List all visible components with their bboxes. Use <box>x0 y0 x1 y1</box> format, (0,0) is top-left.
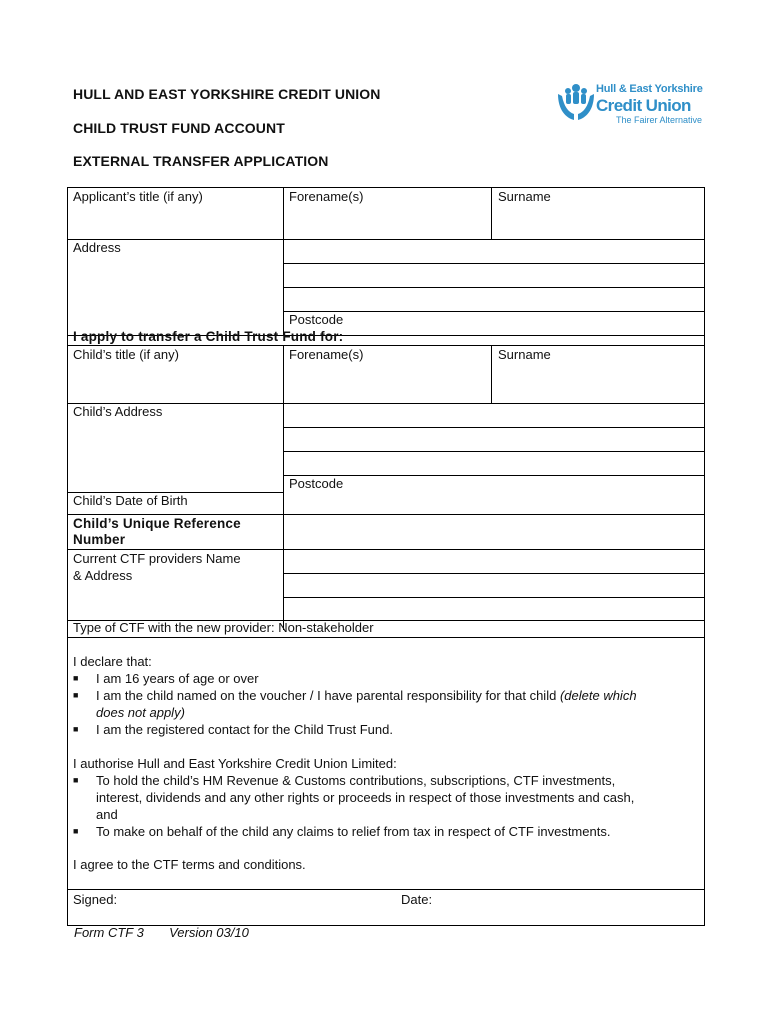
child-address-line2[interactable] <box>284 428 704 451</box>
logo-tagline: The Fairer Alternative <box>616 115 703 125</box>
declaration-intro: I declare that: <box>73 654 152 669</box>
applicant-forename-field[interactable] <box>283 205 491 239</box>
child-surname-field[interactable] <box>491 363 704 403</box>
child-address-line3[interactable] <box>284 452 704 475</box>
applicant-postcode-field[interactable] <box>357 312 704 335</box>
applicant-postcode-label: Postcode <box>289 312 344 327</box>
authorisation-item-2: To make on behalf of the child any claims to relief from tax in respect of CTF investments. <box>96 824 611 839</box>
declaration-item-2-note-2: does not apply) <box>96 705 185 720</box>
form-footer <box>74 925 249 940</box>
provider-label-2: & Address <box>73 568 133 583</box>
applicant-address-line1[interactable] <box>284 240 704 263</box>
date-field[interactable] <box>439 890 703 924</box>
applicant-address-line2[interactable] <box>284 264 704 287</box>
child-ref-label: Child’s Unique Reference <box>73 516 241 531</box>
declaration-item-2: I am the child named on the voucher / I have parental responsibility for that child (delete which <box>96 688 637 703</box>
bullet: ■ <box>73 690 79 700</box>
child-forename-field[interactable] <box>283 363 491 403</box>
authorisation-intro: I authorise Hull and East Yorkshire Credit Union Limited: <box>73 756 397 771</box>
authorisation-item-1-line-2: interest, dividends and any other rights or proceeds in respect of those investments and cash, <box>96 790 635 805</box>
form-code: Form CTF 3 <box>74 925 144 940</box>
child-title-field[interactable] <box>67 363 283 403</box>
child-surname-label: Surname <box>498 347 551 362</box>
date-label: Date: <box>401 892 433 907</box>
bullet: ■ <box>73 826 79 836</box>
child-ref-label-2: Number <box>73 532 126 547</box>
provider-line2[interactable] <box>284 574 704 597</box>
bullet: ■ <box>73 673 79 683</box>
account-title: CHILD TRUST FUND ACCOUNT <box>73 120 285 136</box>
provider-label: Current CTF providers Name <box>73 551 241 566</box>
authorisation-item-1-line-1: To hold the child’s HM Revenue & Customs contributions, subscriptions, CTF investments, <box>96 773 616 788</box>
applicant-address-label: Address <box>73 240 121 255</box>
logo-top-text: Hull & East Yorkshire <box>596 83 703 95</box>
hands-family-icon <box>556 80 596 122</box>
form-version: Version 03/10 <box>169 925 249 940</box>
authorisation-item-1-line-3: and <box>96 807 118 822</box>
agree-text: I agree to the CTF terms and conditions. <box>73 857 306 872</box>
applicant-title-label: Applicant’s title (if any) <box>73 189 203 204</box>
child-ref-field[interactable] <box>284 515 704 549</box>
applicant-title-field[interactable] <box>67 205 283 239</box>
provider-line3[interactable] <box>284 598 704 620</box>
bullet: ■ <box>73 724 79 734</box>
child-dob-label: Child’s Date of Birth <box>73 493 188 508</box>
signed-label: Signed: <box>73 892 118 907</box>
child-forename-label: Forename(s) <box>289 347 364 362</box>
declaration-item-1: I am 16 years of age or over <box>96 671 259 686</box>
declaration-item-2-note: (delete which <box>559 688 637 703</box>
applicant-forename-label: Forename(s) <box>289 189 364 204</box>
applicant-surname-label: Surname <box>498 189 551 204</box>
signature-field[interactable] <box>127 890 397 924</box>
child-postcode-label: Postcode <box>289 476 344 491</box>
provider-line1[interactable] <box>284 550 704 573</box>
declaration-item-3: I am the registered contact for the Child Trust Fund. <box>96 722 393 737</box>
org-title: HULL AND EAST YORKSHIRE CREDIT UNION <box>73 86 381 102</box>
credit-union-logo <box>556 80 706 126</box>
transfer-form <box>67 187 704 926</box>
ctf-type-text: Type of CTF with the new provider: Non-stakeholder <box>73 620 374 635</box>
child-postcode-field[interactable] <box>357 476 704 514</box>
applicant-address-line3[interactable] <box>284 288 704 311</box>
bullet: ■ <box>73 775 79 785</box>
logo-main-text: Credit Union <box>596 96 691 115</box>
child-section-heading: I apply to transfer a Child Trust Fund for: <box>73 329 344 344</box>
form-title: EXTERNAL TRANSFER APPLICATION <box>73 153 329 169</box>
child-address-line1[interactable] <box>284 404 704 427</box>
child-address-label: Child’s Address <box>73 404 163 419</box>
applicant-surname-field[interactable] <box>491 205 704 239</box>
child-title-label: Child’s title (if any) <box>73 347 179 362</box>
